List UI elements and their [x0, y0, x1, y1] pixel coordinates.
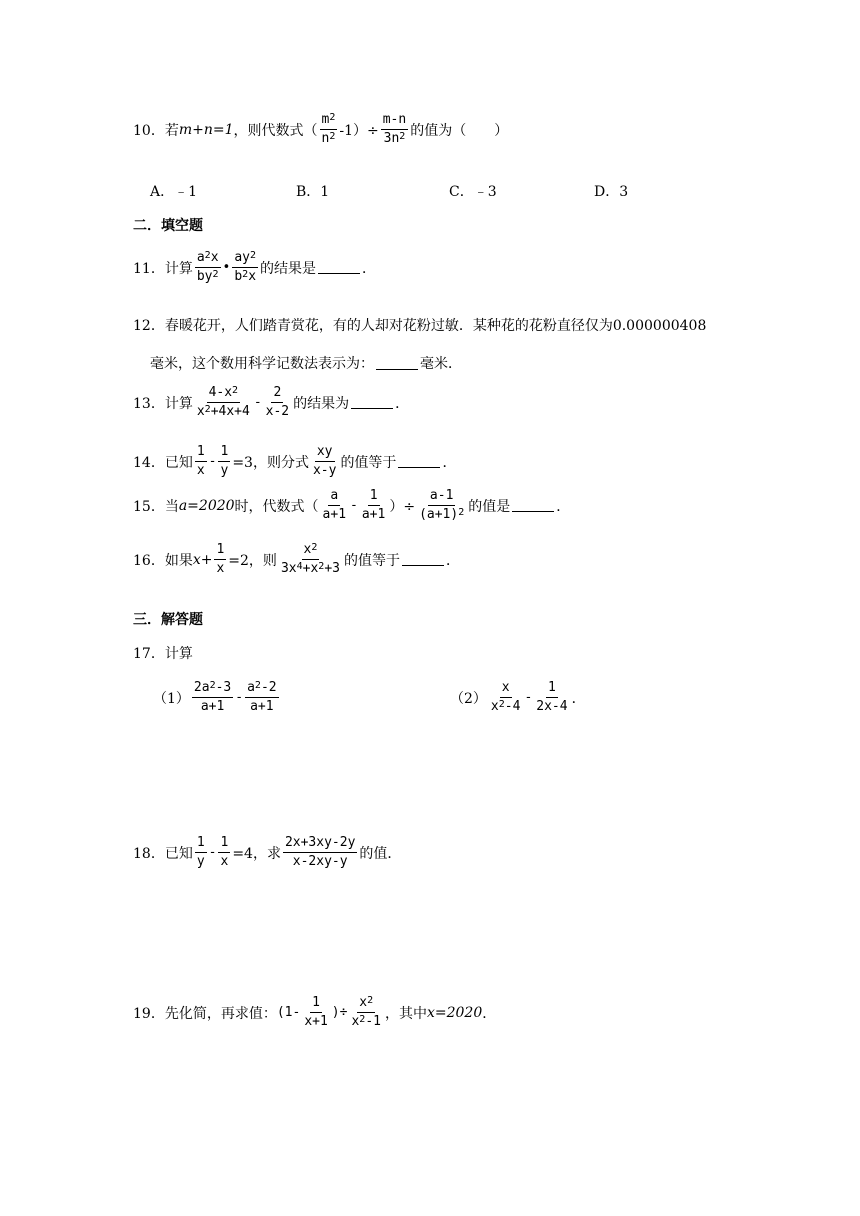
- fraction: $\frac{x}{x^2-4}$: [490, 680, 521, 714]
- fraction: $\frac{a^2x}{by^2}$: [196, 250, 219, 284]
- question-number: 13．: [133, 395, 165, 412]
- option-b[interactable]: B．1: [296, 184, 330, 200]
- fraction: $\frac{2}{x-2}$: [265, 385, 290, 419]
- fraction: $\frac{1}{x}$: [220, 835, 229, 869]
- fraction: $\frac{m^2}{n^2}$: [321, 112, 336, 146]
- question-text: 若: [164, 122, 179, 139]
- fraction: $\frac{a}{a+1}$: [322, 488, 347, 522]
- question-16: 16． 如果 x+ $\frac{1}{x}$ =2，则 $\frac{x^2}{3x^4+x^2+3}$ 的值等于 ．: [133, 542, 460, 576]
- fraction: $\frac{1}{y}$: [220, 444, 229, 478]
- question-18: 18． 已知 $\frac{1}{y}$ - $\frac{1}{x}$ =4，求 $\frac{2x+3xy-2y}{x-2xy-y}$ 的值．: [133, 835, 402, 869]
- question-number: 14．: [133, 454, 165, 471]
- question-number: 19．: [133, 1005, 165, 1022]
- question-17-part-1: （1） $\frac{2a^2-3}{a+1}$ - $\frac{a^2-2}{a+1}$: [153, 680, 277, 714]
- section-heading-solve: 三．解答题: [133, 612, 203, 628]
- answer-blank[interactable]: [512, 499, 554, 512]
- question-text: 的值为（ ）: [410, 122, 509, 139]
- question-19: 19． 先化简，再求值： (1- $\frac{1}{x+1}$ )÷ $\frac{x^2}{x^2-1}$ ，其中 x=2020 ．: [133, 995, 497, 1029]
- question-14: 14． 已知 $\frac{1}{x}$ - $\frac{1}{y}$ =3，则分式 $\frac{xy}{x-y}$ 的值等于 ．: [133, 444, 457, 478]
- fraction: $\frac{1}{x}$: [196, 444, 205, 478]
- question-number: 18．: [133, 845, 165, 862]
- question-number: 11．: [133, 260, 165, 277]
- question-number: 12．: [133, 318, 165, 334]
- fraction: $\frac{1}{2x-4}$: [536, 680, 568, 714]
- question-13: 13． 计算 $\frac{4-x^2}{x^2+4x+4}$ - $\frac{2}{x-2}$ 的结果为 ．: [133, 385, 410, 419]
- question-number: 15．: [133, 498, 165, 515]
- question-number: 16．: [133, 552, 165, 569]
- section-heading-fill-in: 二．填空题: [133, 218, 203, 234]
- fraction: $\frac{2a^2-3}{a+1}$: [193, 680, 232, 714]
- condition: m+n=1: [178, 121, 234, 138]
- question-number: 10．: [133, 122, 165, 139]
- answer-blank[interactable]: [351, 396, 393, 409]
- answer-blank[interactable]: [318, 261, 360, 274]
- option-a[interactable]: A．﹣1: [150, 184, 198, 200]
- question-10: [133, 112, 508, 147]
- question-17-part-2: （2） $\frac{x}{x^2-4}$ - $\frac{1}{2x-4}$ ．: [450, 680, 586, 714]
- question-text: -1）÷: [339, 122, 379, 139]
- option-d[interactable]: D．3: [594, 184, 629, 200]
- question-11: 11． 计算 $\frac{a^2x}{by^2}$ • $\frac{ay^2}{b^2x}$ 的结果是 ．: [133, 250, 377, 284]
- fraction: $\frac{1}{y}$: [196, 835, 205, 869]
- question-15: 15． 当 a=2020 时，代数式（ $\frac{a}{a+1}$ - $\frac{1}{a+1}$ ）÷ $\frac{a-1}{(a+1)^2}$ 的值是 ．: [133, 488, 571, 522]
- fraction: $\frac{xy}{x-y}$: [312, 444, 337, 478]
- answer-blank[interactable]: [402, 553, 444, 566]
- question-17: 17． 计算: [133, 643, 193, 663]
- answer-blank[interactable]: [376, 357, 418, 370]
- fraction: $\frac{1}{a+1}$: [361, 488, 386, 522]
- fraction: $\frac{1}{x+1}$: [304, 995, 328, 1029]
- fraction: $\frac{a^2-2}{a+1}$: [247, 680, 277, 714]
- fraction: $\frac{4-x^2}{x^2+4x+4}$: [196, 385, 250, 419]
- fraction: $\frac{2x+3xy-2y}{x-2xy-y}$: [284, 835, 356, 869]
- fraction: $\frac{x^2}{3x^4+x^2+3}$: [280, 542, 340, 576]
- fraction: $\frac{m-n}{3n^2}$: [382, 112, 407, 146]
- fraction: $\frac{ay^2}{b^2x}$: [234, 250, 257, 284]
- option-c[interactable]: C．﹣3: [449, 184, 497, 200]
- question-number: 17．: [133, 646, 165, 662]
- answer-blank[interactable]: [398, 455, 440, 468]
- question-12-line2: 毫米，这个数用科学记数法表示为： 毫米．: [150, 356, 462, 372]
- fraction: $\frac{a-1}{(a+1)^2}$: [419, 488, 465, 522]
- question-12: 12． 春暖花开，人们踏青赏花，有的人却对花粉过敏．某种花的花粉直径仅为0.000000408: [133, 315, 706, 335]
- fraction: $\frac{x^2}{x^2-1}$: [351, 995, 381, 1029]
- question-text: ，则代数式（: [233, 122, 318, 139]
- fraction: $\frac{1}{x}$: [216, 542, 225, 576]
